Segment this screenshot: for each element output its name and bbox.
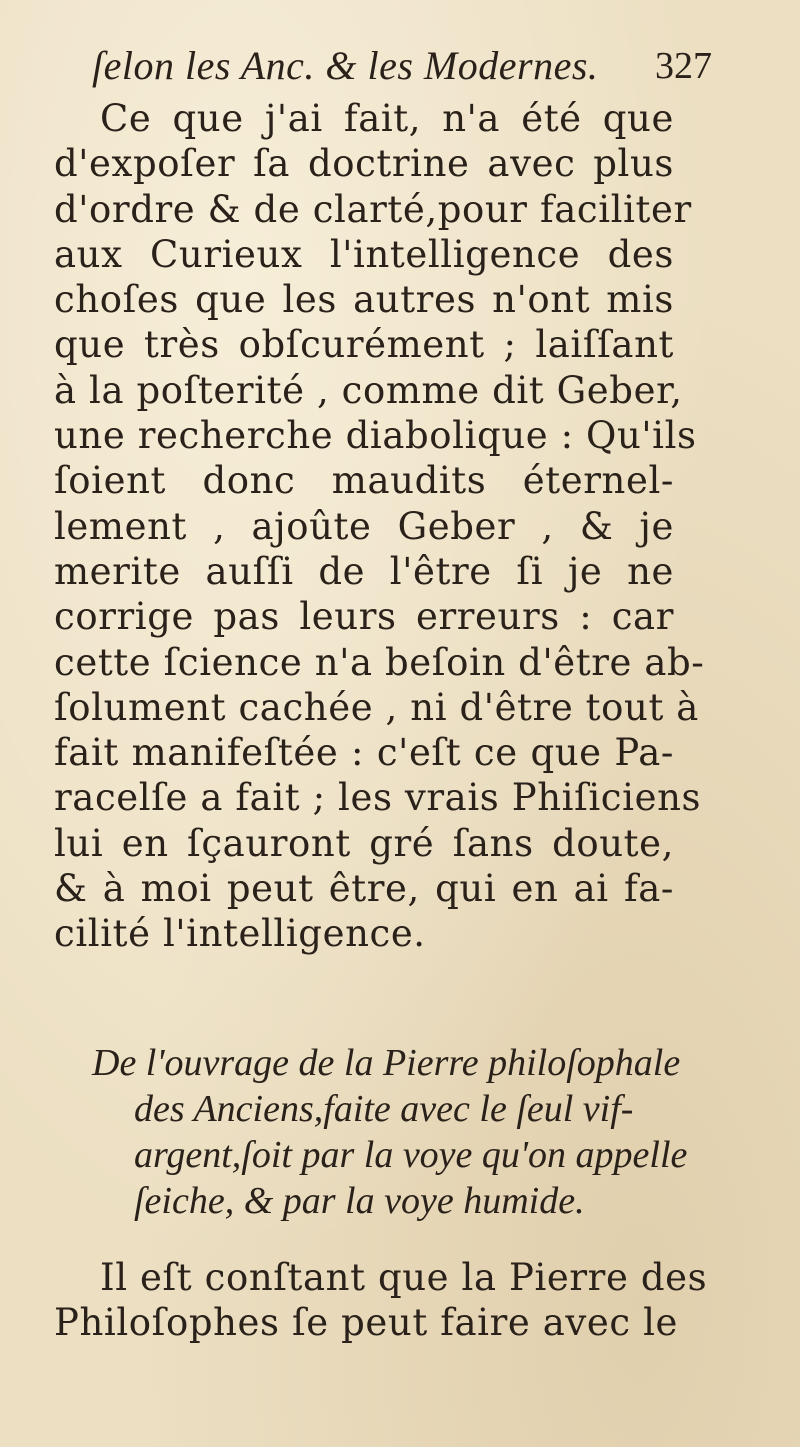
paragraph-second [54, 1255, 708, 1346]
text-line: Philoſophes ſe peut faire avec le [54, 1301, 678, 1345]
running-title: ſelon les Anc. & les Modernes. [92, 43, 599, 88]
text-line: une recherche diabolique : Qu'ils [54, 414, 697, 458]
text-line: cilité l'intelligence. [54, 912, 426, 956]
paragraph-main [54, 96, 705, 957]
text-line: que très obſcurément ; laiſſant [54, 323, 674, 367]
text-line: Ce que j'ai fait, n'a été que [100, 97, 674, 140]
text-line: merite auſſi de l'être ſi je ne [54, 549, 674, 593]
heading-line: argent,ſoit par la voye qu'on appelle [134, 1134, 688, 1176]
text-line: choſes que les autres n'ont mis [54, 278, 674, 322]
page-number: 327 [655, 45, 712, 87]
text-line: ſolument cachée , ni d'être tout à [54, 685, 699, 729]
section-heading [92, 1040, 732, 1224]
page-header [92, 42, 712, 98]
heading-line: ſeiche, & par la voye humide. [134, 1180, 585, 1222]
text-line: fait manifeſtée : c'eſt ce que Pa- [54, 731, 674, 775]
text-line: lui en ſçauront gré ſans doute, [54, 821, 674, 865]
text-line: lement , ajoûte Geber , & je [54, 504, 674, 548]
text-line: d'expoſer ſa doctrine avec plus [54, 142, 674, 186]
text-line: corrige pas leurs erreurs : car [54, 595, 674, 639]
text-line: d'ordre & de clarté,pour faciliter [54, 187, 692, 231]
heading-line: des Anciens,faite avec le ſeul vif- [134, 1088, 634, 1130]
text-line: à la poſterité , comme dit Geber, [54, 368, 683, 412]
heading-line: De l'ouvrage de la Pierre philoſophale [92, 1042, 681, 1084]
text-line: ſoient donc maudits éternel- [54, 459, 674, 503]
text-line: racelſe a fait ; les vrais Phiſiciens [54, 776, 702, 820]
text-line: Il eſt conſtant que la Pierre des [100, 1256, 708, 1299]
text-line: & à moi peut être, qui en ai fa- [54, 867, 674, 911]
text-line: aux Curieux l'intelligence des [54, 232, 674, 276]
text-line: cette ſcience n'a beſoin d'être ab- [54, 640, 705, 684]
